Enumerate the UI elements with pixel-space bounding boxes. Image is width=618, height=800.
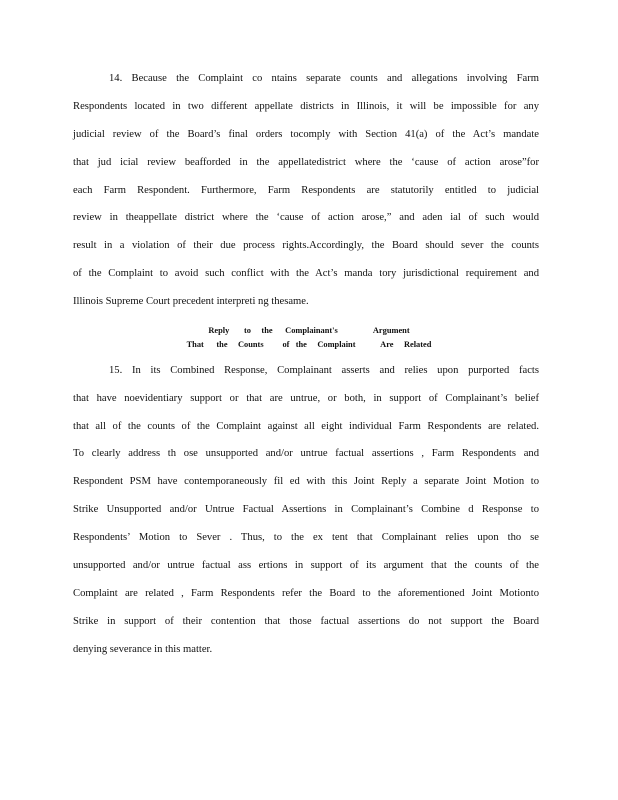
paragraph-line: each Farm Respondent. Furthermore, Farm Respondents are statutorily entitled to judicial — [73, 185, 539, 196]
paragraph-line: result in a violation of their due process rights.Accordingly, the Board should sever the counts — [73, 240, 539, 251]
paragraph-line: Respondent PSM have contemporaneously fil ed with this Joint Reply a separate Joint Motion to — [73, 476, 539, 487]
paragraph-line: review in theappellate district where the ‘cause of action arose,” and aden ial of such would — [73, 212, 539, 223]
section-heading-line-1: Reply to the Complainant's Argument — [208, 326, 410, 335]
paragraph-line: 14. Because the Complaint co ntains separate counts and allegations involving Farm — [109, 73, 539, 84]
paragraph-line: that have noevidentiary support or that are untrue, or both, in support of Complainant’s belief — [73, 393, 539, 404]
paragraph-line: unsupported and/or untrue factual ass ertions in support of its argument that the counts of the — [73, 560, 539, 571]
paragraph-line: Illinois Supreme Court precedent interpreti ng thesame. — [73, 296, 309, 307]
paragraph-line: 15. In its Combined Response, Complainant asserts and relies upon purported facts — [109, 365, 539, 376]
paragraph-line: Strike Unsupported and/or Untrue Factual Assertions in Complainant’s Combine d Response to — [73, 504, 539, 515]
section-heading-line-2: That the Counts of the Complaint Are Related — [186, 340, 432, 349]
paragraph-line: Strike in support of their contention that those factual assertions do not support the Board — [73, 616, 539, 627]
paragraph-line: that all of the counts of the Complaint against all eight individual Farm Respondents are related. — [73, 421, 539, 432]
paragraph-line: Respondents’ Motion to Sever . Thus, to the ex tent that Complainant relies upon tho se — [73, 532, 539, 543]
paragraph-line: that jud icial review beafforded in the appellatedistrict where the ‘cause of action arose”for — [73, 157, 539, 168]
paragraph-line: of the Complaint to avoid such conflict with the Act’s manda tory jurisdictional requirement and — [73, 268, 539, 279]
paragraph-line: Complaint are related , Farm Respondents refer the Board to the aforementioned Joint Motionto — [73, 588, 539, 599]
paragraph-line: judicial review of the Board’s final orders tocomply with Section 41(a) of the Act’s mandate — [73, 129, 539, 140]
paragraph-line: Respondents located in two different appellate districts in Illinois, it will be impossible for any — [73, 101, 539, 112]
paragraph-line: To clearly address th ose unsupported and/or untrue factual assertions , Farm Respondents and — [73, 448, 539, 459]
paragraph-line: denying severance in this matter. — [73, 644, 213, 655]
